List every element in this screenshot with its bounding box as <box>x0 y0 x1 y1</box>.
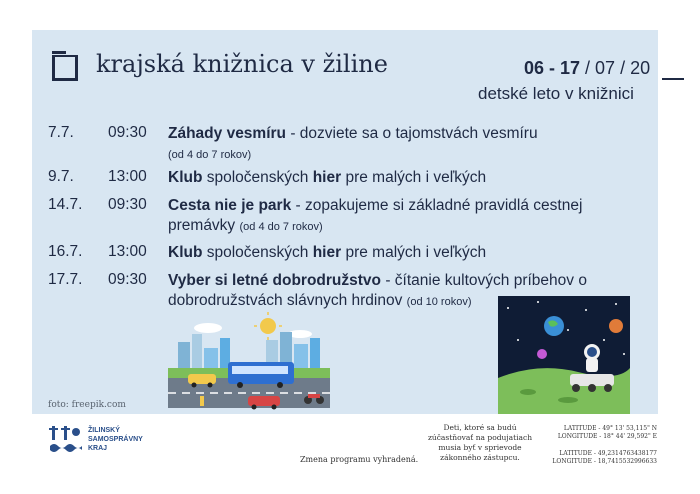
event-text: pre malých i veľkých <box>341 169 487 186</box>
event-text: pre malých i veľkých <box>341 244 487 261</box>
event-subtitle: detské leto v knižnici <box>478 84 634 103</box>
event-text: - zopakujeme si základné pravidlá cestnej premávky <box>168 197 583 234</box>
event-date: 16.7. <box>48 243 83 260</box>
region-name-line: SAMOSPRÁVNY <box>88 436 143 443</box>
event-title: Cesta nie je park <box>168 197 292 214</box>
event-description <box>168 196 628 237</box>
region-name <box>88 426 148 453</box>
zilina-region-logo-icon <box>48 422 84 458</box>
event-description <box>168 243 628 263</box>
event-time: 09:30 <box>108 196 147 213</box>
event-title: Vyber si letné dobrodružstvo <box>168 272 382 289</box>
city-illustration <box>168 310 330 414</box>
divider-line <box>662 78 684 80</box>
event-time: 13:00 <box>108 168 147 185</box>
coordinates-decimal <box>545 450 657 466</box>
brand-title: krajská knižnica v žiline <box>96 50 388 78</box>
latitude-decimal: LATITUDE - 49,2314763438177 <box>559 450 657 457</box>
event-text-mid: spoločenských <box>202 169 313 186</box>
event-text: - dozviete sa o tajomstvách vesmíru <box>286 125 538 142</box>
event-date: 14.7. <box>48 196 83 213</box>
event-description <box>168 168 628 188</box>
event-title: Záhady vesmíru <box>168 125 287 142</box>
event-text-mid: spoločenských <box>202 244 313 261</box>
event-description <box>168 124 628 165</box>
event-title-b: hier <box>312 169 342 186</box>
event-age-note: (od 4 do 7 rokov) <box>168 149 252 161</box>
event-date: 7.7. <box>48 124 74 141</box>
event-time: 09:30 <box>108 271 147 288</box>
event-date: 9.7. <box>48 168 74 185</box>
event-time: 13:00 <box>108 243 147 260</box>
event-age-note: (od 10 rokov) <box>406 296 472 308</box>
event-title-a: Klub <box>168 244 203 261</box>
latitude-dms: LATITUDE - 49° 13' 53,115" N <box>563 425 657 432</box>
longitude-dms: LONGITUDE - 18° 44' 29,592" E <box>557 433 657 440</box>
date-range-bold: 06 - 17 <box>524 58 581 78</box>
event-time: 09:30 <box>108 124 147 141</box>
photo-credit: foto: freepik.com <box>48 400 126 410</box>
children-notice: Deti, ktoré sa budú zúčastňovať na podujatiach musia byť v sprievode zákonného zástupcu. <box>427 423 533 462</box>
region-name-line: ŽILINSKÝ <box>88 427 120 434</box>
event-title-b: hier <box>312 244 342 261</box>
event-title-a: Klub <box>168 169 203 186</box>
space-illustration <box>498 296 630 414</box>
event-age-note: (od 4 do 7 rokov) <box>239 221 323 233</box>
region-name-line: KRAJ <box>88 445 108 452</box>
event-date: 17.7. <box>48 271 83 288</box>
event-text: - čítanie kultových príbehov o dobrodružstvách slávnych hrdinov <box>168 272 587 309</box>
library-logo-icon <box>52 55 78 81</box>
coordinates-dms <box>545 425 657 441</box>
program-change-note: Zmena programu vyhradená. <box>300 455 419 464</box>
longitude-decimal: LONGITUDE - 18,7415532996633 <box>552 458 657 465</box>
date-range <box>524 58 650 79</box>
date-range-rest: / 07 / 20 <box>580 58 651 78</box>
